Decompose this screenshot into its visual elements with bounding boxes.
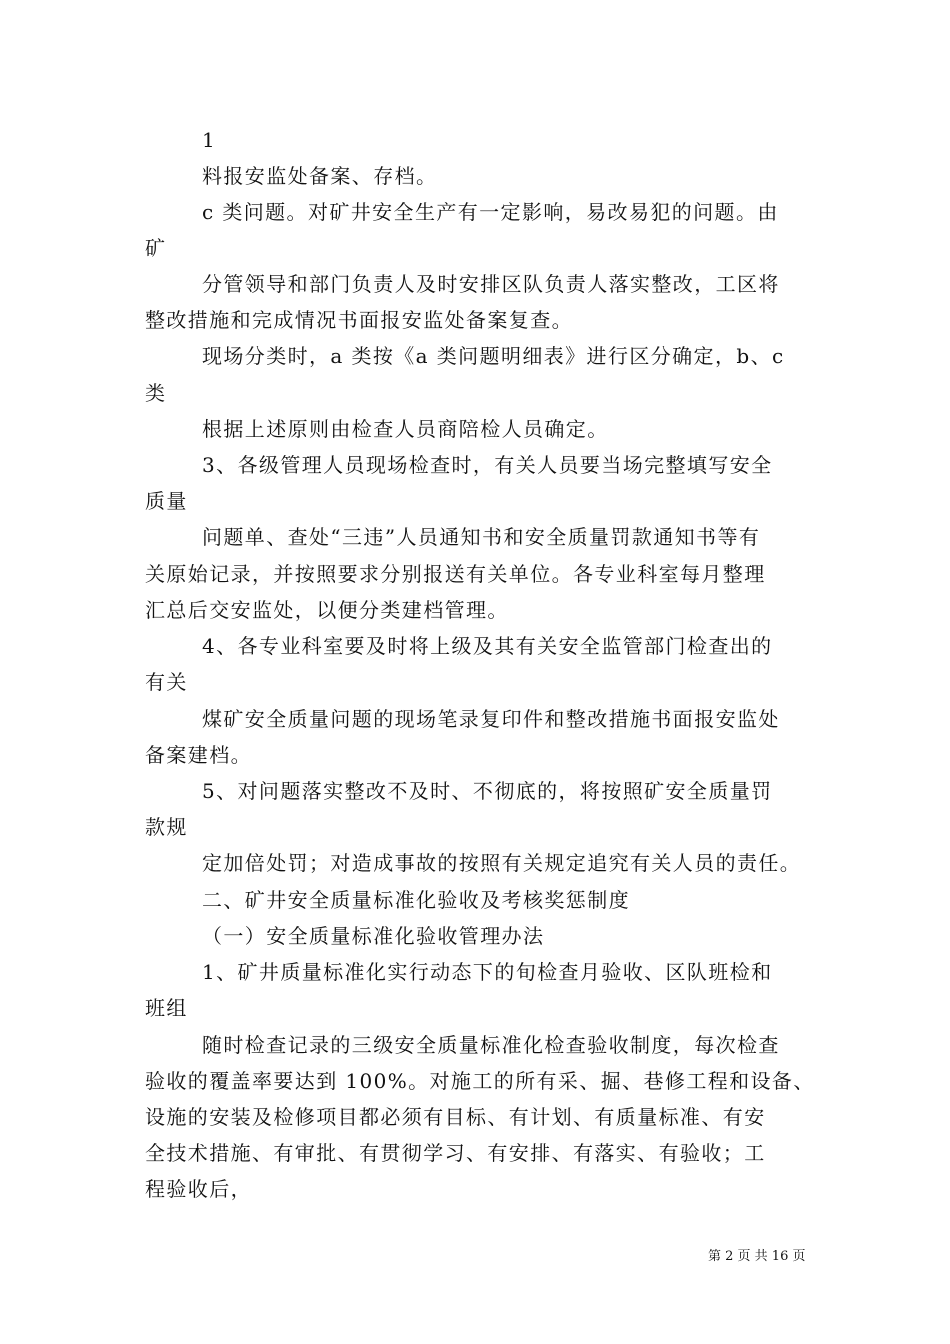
text-line-8: 根据上述原则由检查人员商陪检人员确定。 — [202, 417, 609, 441]
text-line-19: 款规 — [145, 815, 188, 839]
text-line-16: 煤矿安全质量问题的现场笔录复印件和整改措施书面报安监处 — [202, 707, 780, 731]
text-line-15: 有关 — [145, 670, 188, 694]
page-number-marker: 1 — [202, 128, 217, 152]
page-footer: 第 2 页 共 16 页 — [708, 1249, 806, 1264]
text-line-24: 班组 — [145, 996, 188, 1020]
text-line-2: c 类问题。对矿井安全生产有一定影响，易改易犯的问题。由 — [202, 200, 779, 224]
text-line-10: 质量 — [145, 489, 188, 513]
text-line-3: 矿 — [145, 236, 167, 260]
text-line-9: 3、各级管理人员现场检查时，有关人员要当场完整填写安全 — [202, 453, 773, 477]
text-line-6: 现场分类时，a 类按《a 类问题明细表》进行区分确定，b、c — [202, 344, 785, 368]
text-line-28: 全技术措施、有审批、有贯彻学习、有安排、有落实、有验收；工 — [145, 1141, 766, 1165]
text-line-27: 设施的安装及检修项目都必须有目标、有计划、有质量标准、有安 — [145, 1105, 766, 1129]
text-line-25: 随时检查记录的三级安全质量标准化检查验收制度，每次检查 — [202, 1033, 780, 1057]
text-line-17: 备案建档。 — [145, 743, 252, 767]
text-line-26: 验收的覆盖率要达到 100%。对施工的所有采、掘、巷修工程和设备、 — [145, 1069, 815, 1093]
text-line-23: 1、矿井质量标准化实行动态下的旬检查月验收、区队班检和 — [202, 960, 773, 984]
text-line-20: 定加倍处罚；对造成事故的按照有关规定追究有关人员的责任。 — [202, 851, 802, 875]
text-line-29: 程验收后， — [145, 1177, 252, 1201]
text-line-11: 问题单、查处“三违”人员通知书和安全质量罚款通知书等有 — [202, 525, 761, 549]
text-line-1: 料报安监处备案、存档。 — [202, 164, 438, 188]
text-line-18: 5、对问题落实整改不及时、不彻底的，将按照矿安全质量罚 — [202, 779, 773, 803]
text-line-13: 汇总后交安监处，以便分类建档管理。 — [145, 598, 509, 622]
text-line-5: 整改措施和完成情况书面报安监处备案复查。 — [145, 308, 573, 332]
text-line-7: 类 — [145, 381, 167, 405]
text-line-4: 分管领导和部门负责人及时安排区队负责人落实整改，工区将 — [202, 272, 780, 296]
subsection-heading: （一）安全质量标准化验收管理办法 — [202, 924, 545, 948]
section-heading: 二、矿井安全质量标准化验收及考核奖惩制度 — [202, 888, 630, 912]
text-line-14: 4、各专业科室要及时将上级及其有关安全监管部门检查出的 — [202, 634, 773, 658]
text-line-12: 关原始记录，并按照要求分别报送有关单位。各专业科室每月整理 — [145, 562, 766, 586]
